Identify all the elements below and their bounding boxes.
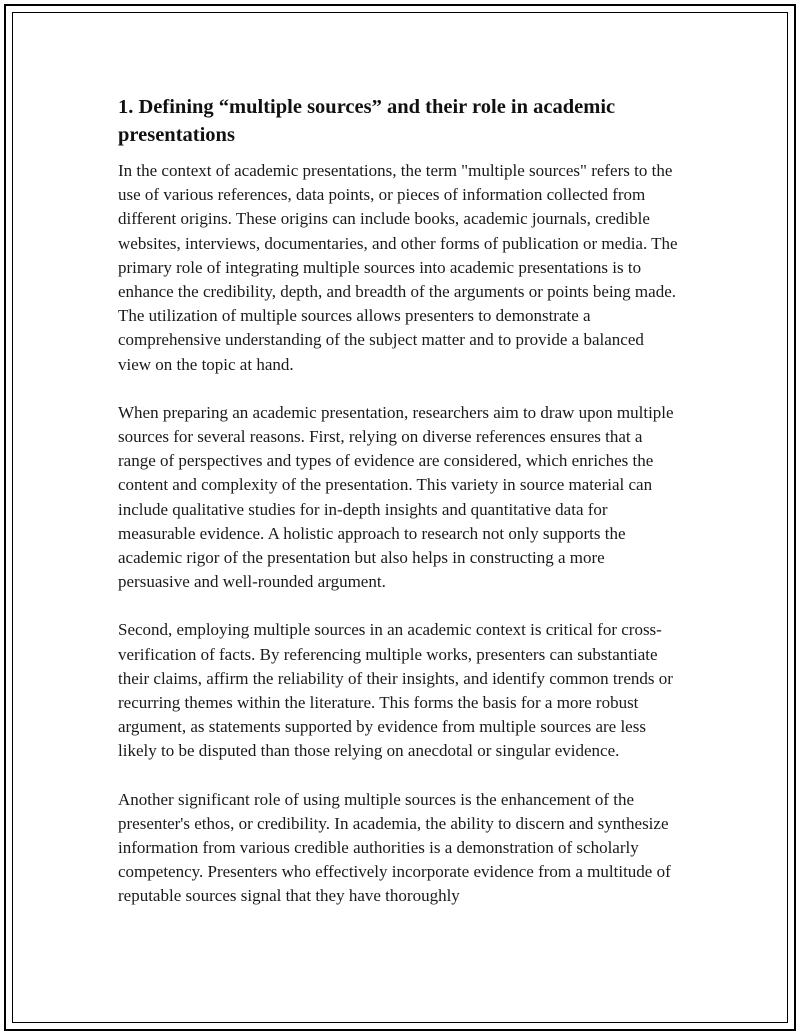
document-body [118,93,678,933]
paragraph-4: Another significant role of using multiple sources is the enhancement of the presenter's ethos, or credibility. In academia, the ability to discern and synthesize information from various credible authorities is a demonstration of scholarly competency. Presenters who effectively incorporate evidence from a multitude of reputable sources signal that they have thoroughly [118,789,671,906]
section-heading: 1. Defining “multiple sources” and their role in academic presentations [118,96,616,146]
paragraph-3: Second, employing multiple sources in an academic context is critical for cross-verification of facts. By referencing multiple works, presenters can substantiate their claims, affirm the reliability of their insights, and identify common trends or recurring themes within the literature. This forms the basis for a more robust argument, as statements supported by evidence from multiple sources are less likely to be disputed than those relying on anecdotal or singular evidence. [118,620,673,761]
paragraph-1: In the context of academic presentations, the term "multiple sources" refers to the use of various references, data points, or pieces of information collected from different origins. These origins can include books, academic journals, credible websites, interviews, documentaries, and other forms of publication or media. The primary role of integrating multiple sources into academic presentations is to enhance the credibility, depth, and breadth of the arguments or points being made. The utilization of multiple sources allows presenters to demonstrate a comprehensive understanding of the subject matter and to provide a balanced view on the topic at hand. [118,161,678,374]
paragraph-2: When preparing an academic presentation, researchers aim to draw upon multiple sources for several reasons. First, relying on diverse references ensures that a range of perspectives and types of evidence are considered, which enriches the content and complexity of the presentation. This variety in source material can include qualitative studies for in-depth insights and quantitative data for measurable evidence. A holistic approach to research not only supports the academic rigor of the presentation but also helps in constructing a more persuasive and well-rounded argument. [118,402,674,592]
